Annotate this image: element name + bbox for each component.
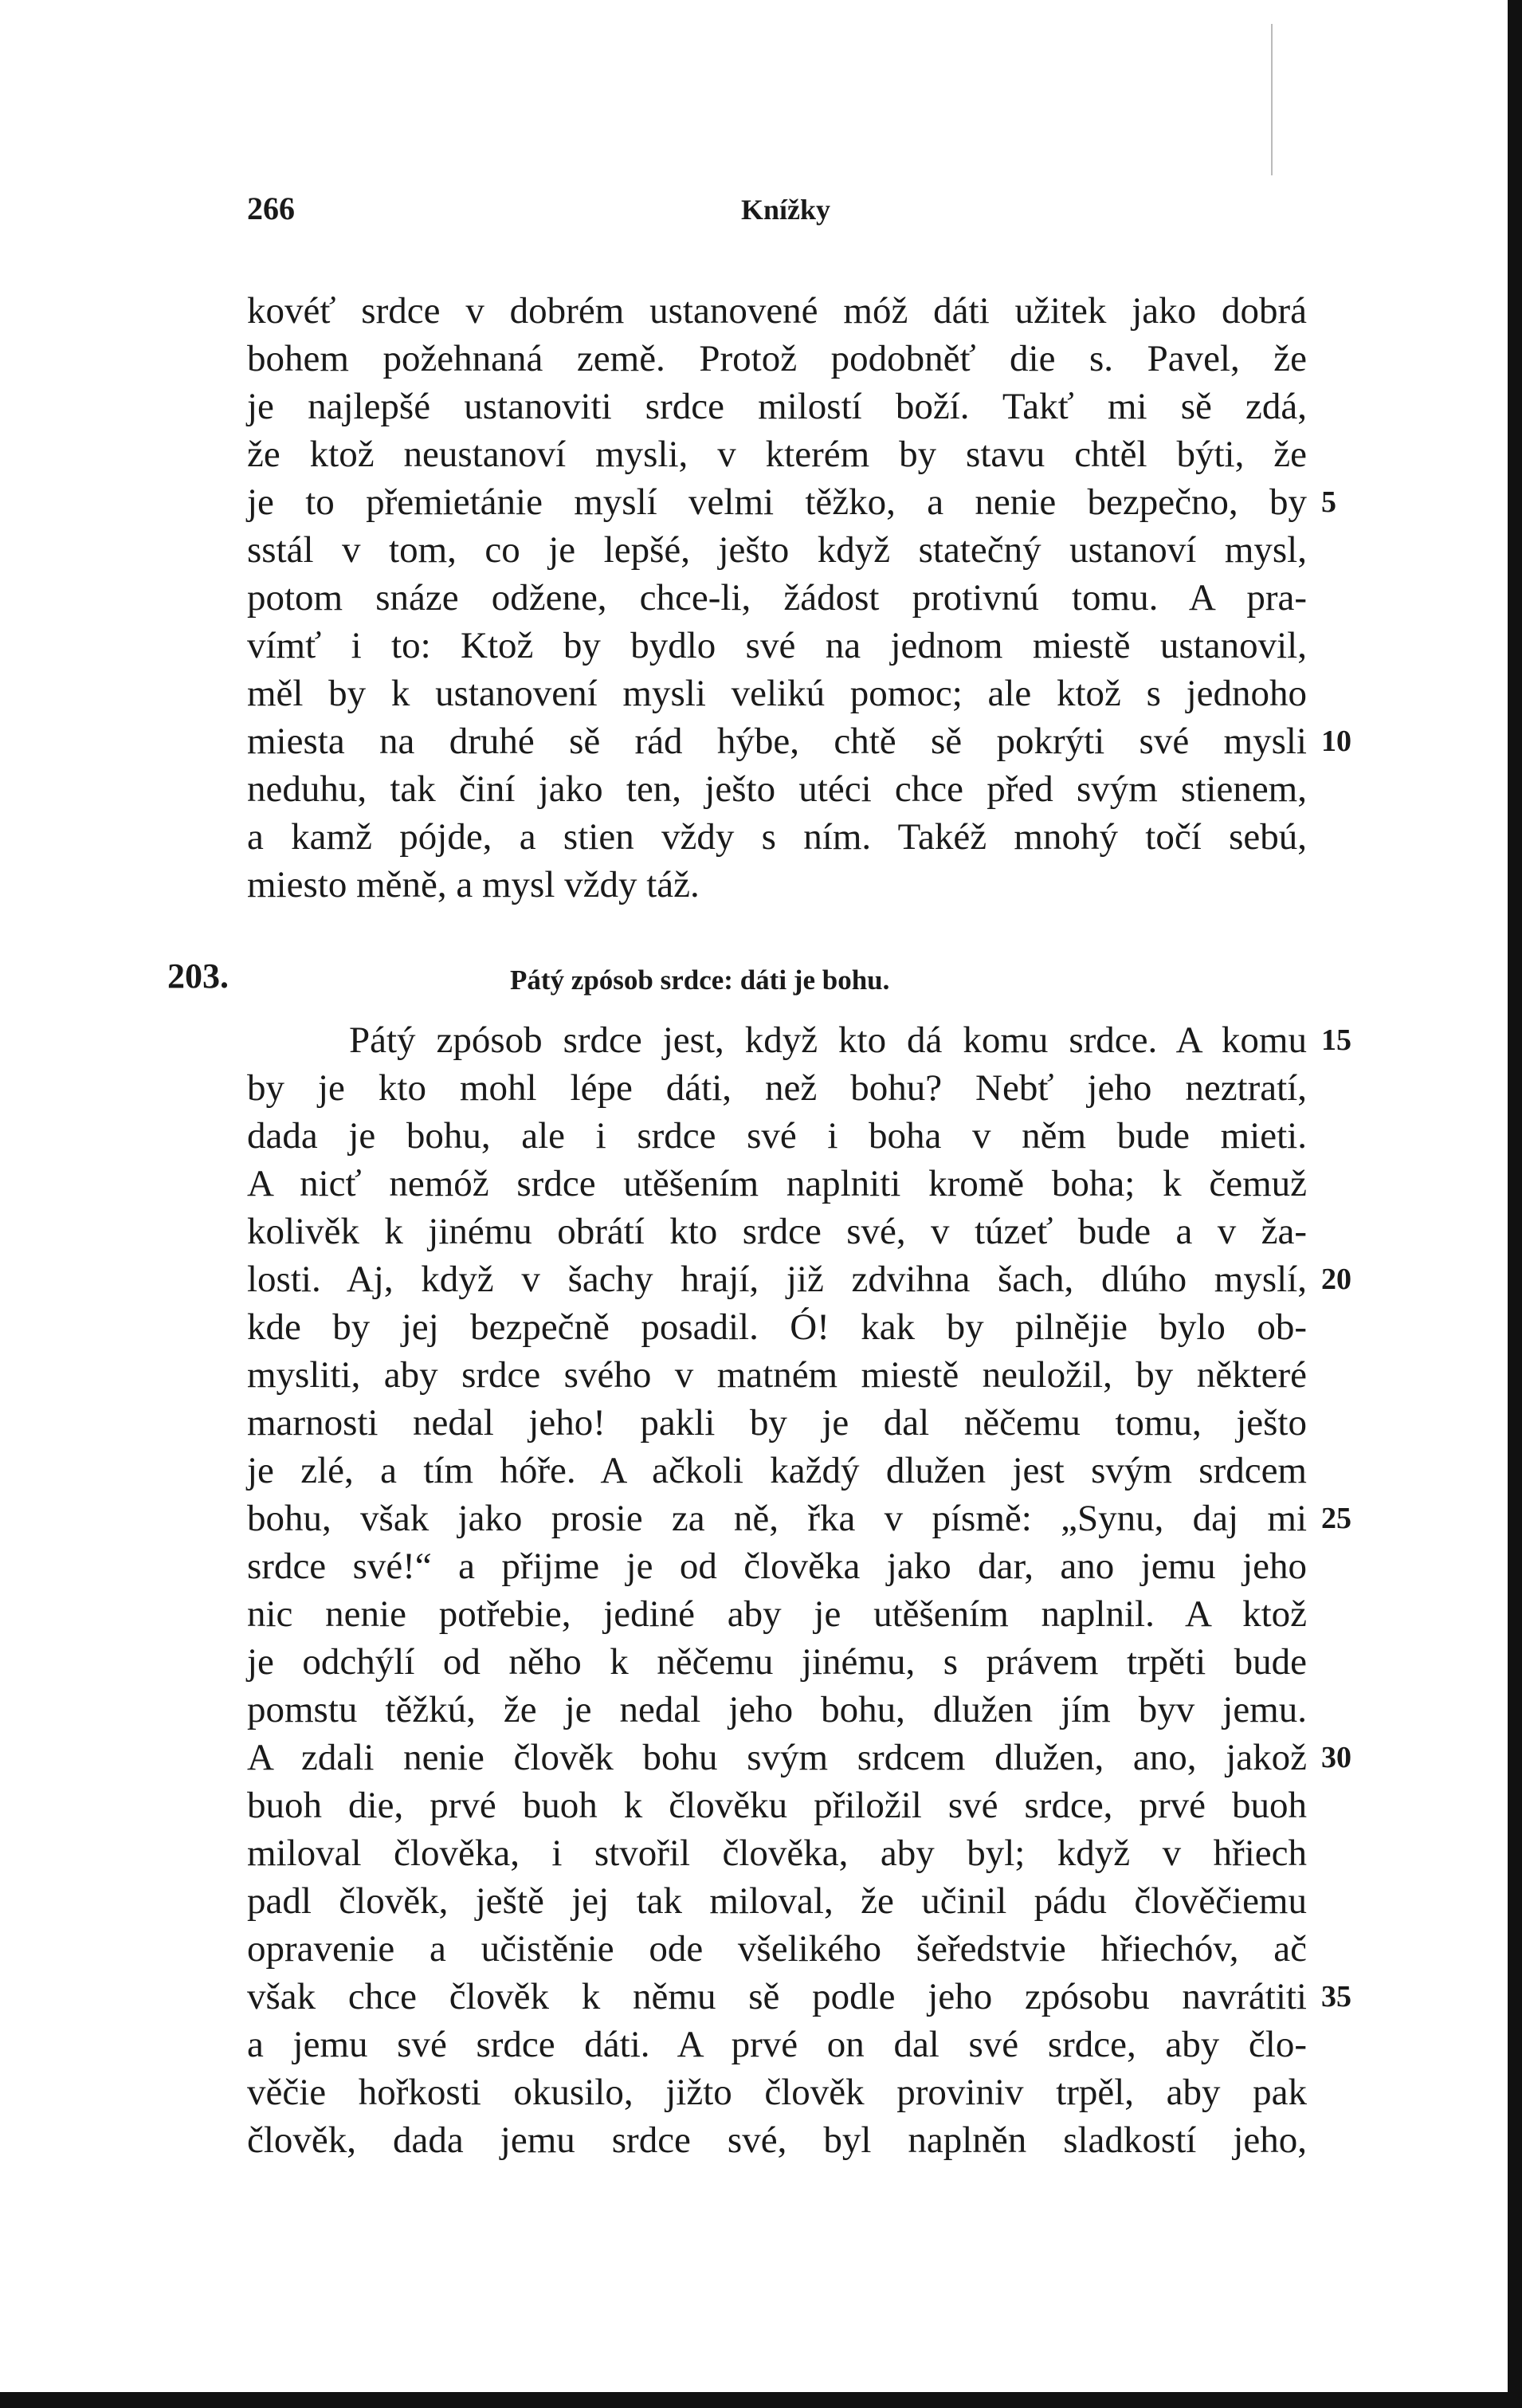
text-line: losti. Aj, když v šachy hrají, již zdvihna šach, dlúho myslí, [247,1259,1307,1300]
text-line: potom snáze odžene, chce-li, žádost protivnú tomu. A pra- [247,577,1307,619]
text-line: mysliti, aby srdce svého v matném miestě neuložil, by některé [247,1354,1307,1396]
text-line: je zlé, a tím hóře. A ačkoli každý dlužen jest svým srdcem [247,1450,1307,1491]
text-line: pomstu těžkú, že je nedal jeho bohu, dlužen jím byv jemu. [247,1689,1307,1730]
text-line: padl člověk, ještě jej tak miloval, že učinil pádu člověčiemu [247,1880,1307,1922]
text-line: je najlepšé ustanoviti srdce milostí boží. Takť mi sě zdá, [247,386,1307,427]
text-line: opravenie a učistěnie ode všelikého šeředstvie hřiechóv, ač [247,1928,1307,1970]
text-line: a kamž pójde, a stien vždy s ním. Takéž mnohý točí sebú, [247,816,1307,858]
text-line: miloval člověka, i stvořil člověka, aby byl; když v hřiech [247,1833,1307,1874]
line-number: 30 [1321,1741,1351,1774]
text-line: A zdali nenie člověk bohu svým srdcem dlužen, ano, jakož [247,1737,1307,1778]
text-line: sstál v tom, co je lepšé, ješto když statečný ustanoví mysl, [247,529,1307,571]
text-line: však chce člověk k němu sě podle jeho zpósobu navrátiti [247,1976,1307,2017]
text-line: je to přemietánie myslí velmi těžko, a nenie bezpečno, by [247,481,1307,523]
text-line: A nicť nemóž srdce utěšením naplniti kromě boha; k čemuž [247,1163,1307,1204]
text-line: kolivěk k jinému obrátí kto srdce své, v túzeť bude a v ža- [247,1211,1307,1252]
running-head: Knížky [741,194,831,226]
line-number: 15 [1321,1023,1351,1057]
text-line: nic nenie potřebie, jediné aby je utěšením naplnil. A ktož [247,1593,1307,1635]
text-line: marnosti nedal jeho! pakli by je dal něčemu tomu, ješto [247,1402,1307,1444]
text-line: kde by jej bezpečně posadil. Ó! kak by pilnějie bylo ob- [247,1306,1307,1348]
section-number: 203. [167,957,229,996]
text-line: bohem požehnaná země. Protož podobněť die s. Pavel, že [247,338,1307,379]
text-line: věčie hořkosti okusilo, jižto člověk proviniv trpěl, aby pak [247,2072,1307,2113]
text-line: že ktož neustanoví mysli, v kterém by stavu chtěl býti, že [247,434,1307,475]
text-line: měl by k ustanovení mysli velikú pomoc; ale ktož s jednoho [247,673,1307,714]
line-number: 20 [1321,1263,1351,1296]
page-edge-right [1508,0,1522,2408]
line-number: 5 [1321,485,1336,519]
text-line: buoh die, prvé buoh k člověku přiložil své srdce, prvé buoh [247,1785,1307,1826]
line-number: 35 [1321,1980,1351,2013]
text-line: dada je bohu, ale i srdce své i boha v něm bude mieti. [247,1115,1307,1157]
page-number: 266 [247,191,295,226]
text-line: je odchýlí od něho k něčemu jinému, s právem trpěti bude [247,1641,1307,1683]
text-line: neduhu, tak činí jako ten, ješto utéci chce před svým stienem, [247,768,1307,810]
text-line: vímť i to: Ktož by bydlo své na jednom miestě ustanovil, [247,625,1307,666]
text-line: bohu, však jako prosie za ně, řka v písmě: „Synu, daj mi [247,1498,1307,1539]
text-line: srdce své!“ a přijme je od člověka jako dar, ano jemu jeho [247,1546,1307,1587]
text-line: člověk, dada jemu srdce své, byl naplněn sladkostí jeho, [247,2119,1307,2161]
section-heading: Pátý zpósob srdce: dáti je bohu. [510,964,890,996]
text-line: by je kto mohl lépe dáti, než bohu? Nebť jeho neztratí, [247,1067,1307,1109]
line-number: 10 [1321,725,1351,758]
text-line: miesta na druhé sě rád hýbe, chtě sě pokrýti své mysli [247,721,1307,762]
line-number: 25 [1321,1502,1351,1535]
scan-artifact-line [1271,24,1273,175]
page-header [247,190,1323,238]
text-line: a jemu své srdce dáti. A prvé on dal své srdce, aby člo- [247,2024,1307,2065]
text-line: kovéť srdce v dobrém ustanovené móž dáti užitek jako dobrá [247,290,1307,332]
page-edge-bottom [0,2392,1522,2408]
text-line: miesto měně, a mysl vždy táž. [247,864,700,905]
text-line: Pátý zpósob srdce jest, když kto dá komu srdce. A komu [349,1019,1307,1061]
